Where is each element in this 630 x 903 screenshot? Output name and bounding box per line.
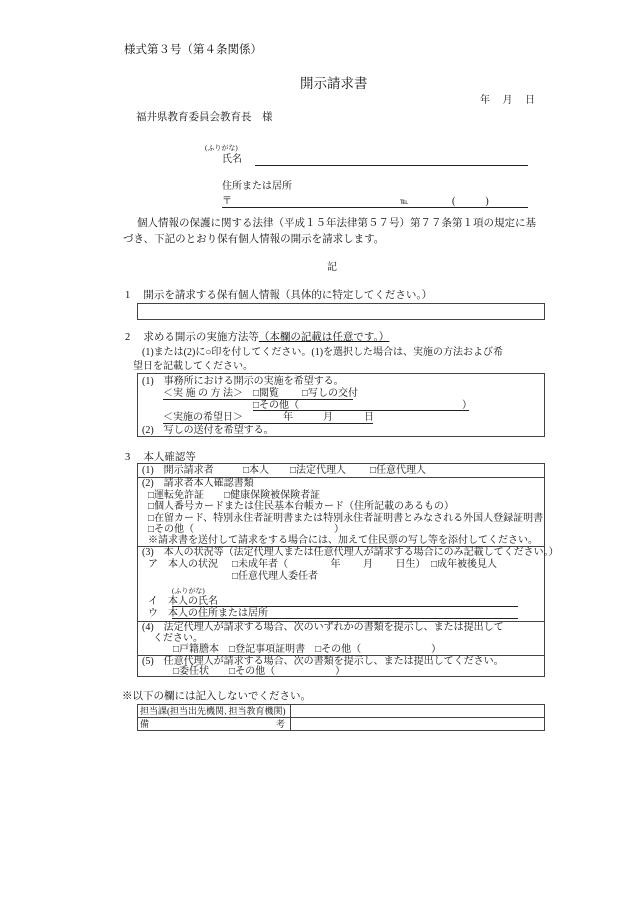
section2-instruction-1: (1)または(2)に○印を付してください。(1)を選択した場合は、実施の方法および希	[142, 347, 504, 358]
desired-day: 日	[364, 412, 374, 423]
requester-legal-checkbox[interactable]: □法定代理人	[290, 465, 347, 476]
desired-date-label: ＜実施の希望日＞	[163, 412, 243, 423]
address-label: 住所または居所	[222, 181, 292, 192]
postal-mark: 〒	[222, 196, 232, 207]
id-doc-option[interactable]: □個人番号カードまたは住民基本台帳カード（住所記載のあるもの）	[148, 501, 455, 512]
option1-label[interactable]: (1) 事務所における開示の実施を希望する。	[142, 376, 344, 387]
method-other-field[interactable]	[253, 410, 469, 411]
section1-heading: 1 開示を請求する保有個人情報（具体的に特定してください。）	[125, 290, 433, 301]
section2-instruction-2: 望日を記載してください。	[133, 361, 253, 372]
option2-label[interactable]: (2) 写しの送付を希望する。	[142, 425, 274, 436]
adult-ward-checkbox[interactable]: □成年被後見人	[431, 559, 498, 570]
id-doc-option[interactable]: □運転免許証 □健康保険被保険者証	[148, 489, 321, 501]
id-doc-option[interactable]: □在留カード、特別永住者証明書または特別永住者証明書とみなされる外国人登録証明書	[148, 512, 544, 524]
requester-label: (1) 開示請求者	[142, 465, 214, 476]
section2-title: 2 求める開示の実施方法等	[125, 332, 259, 343]
status-a-label: ア 本人の状況	[148, 559, 218, 570]
date-field[interactable]: 年 月 日	[480, 95, 535, 106]
desired-date-field[interactable]	[163, 423, 373, 424]
method-copy-checkbox[interactable]: □写しの交付	[302, 388, 359, 399]
id-docs-label: (2) 請求者本人確認書類	[142, 478, 254, 489]
office-remarks-label-b: 考	[276, 719, 286, 729]
ki-label: 記	[327, 262, 337, 273]
requester-self-checkbox[interactable]: □本人	[243, 465, 270, 476]
method-label: ＜実 施 の 方 法＞	[163, 388, 243, 399]
voluntary-docs-options[interactable]: □委任状 □その他（ ）	[173, 666, 346, 677]
legal-docs-options[interactable]: □戸籍謄本 □登記事項証明書 □その他（ ）	[173, 644, 442, 655]
id-doc-note: ※請求書を送付して請求をする場合には、加えて住民票の写し等を添付してください。	[148, 535, 538, 546]
office-remarks-label-a: 備	[140, 719, 150, 729]
id-doc-other[interactable]: □その他（ ）	[148, 524, 345, 535]
divider	[137, 717, 545, 718]
person-name-label: イ 本人の氏名	[148, 596, 218, 607]
method-other-close: ）	[462, 400, 472, 411]
legal-docs-label-2: ください。	[153, 633, 203, 644]
furigana-label: (ふりがな)	[205, 144, 238, 152]
desired-month: 月	[323, 412, 333, 423]
minor-checkbox[interactable]: □未成年者（ 年 月 日生）	[232, 559, 426, 570]
office-dept-label: 担当課(担当出先機関､担当教育機関)	[140, 706, 286, 716]
office-note: ※以下の欄には記入しないでください。	[122, 691, 311, 702]
form-number: 様式第３号（第４条関係）	[124, 44, 262, 56]
section2-heading	[125, 332, 389, 344]
requester-voluntary-checkbox[interactable]: □任意代理人	[370, 465, 427, 476]
tel-area-code: ( )	[452, 196, 489, 207]
legal-docs-label-1: (4) 法定代理人が請求する場合、次のいずれかの書類を提示し、または提出して	[142, 622, 504, 633]
voluntary-docs-label: (5) 任意代理人が請求する場合、次の書類を提示し、または提出してください。	[142, 656, 504, 667]
intro-line-2: づき、下記のとおり保有個人情報の開示を請求します。	[123, 234, 385, 245]
method-other-checkbox[interactable]: □その他（	[253, 400, 300, 411]
person-address-field[interactable]	[172, 618, 518, 619]
principal-checkbox[interactable]: □任意代理人委任者	[232, 571, 319, 582]
requested-info-field[interactable]	[137, 303, 545, 320]
divider	[290, 704, 291, 731]
tel-mark: ℡	[400, 197, 409, 206]
section3-heading: 3 本人確認等	[125, 452, 196, 463]
addressee: 福井県教育委員会教育長 様	[136, 112, 273, 123]
method-view-checkbox[interactable]: □閲覧	[253, 388, 280, 399]
intro-line-1: 個人情報の保護に関する法律（平成１５年法律第５７号）第７７条第１項の規定に基	[137, 218, 536, 229]
name-field[interactable]	[255, 165, 528, 166]
person-furigana-label: (ふりがな)	[172, 587, 205, 595]
person-status-label: (3) 本人の状況等（法定代理人または任意代理人が請求する場合にのみ記載してください。）	[142, 547, 559, 558]
document-title: 開示請求書	[300, 76, 368, 91]
person-address-label: ウ 本人の住所または居所	[148, 608, 268, 619]
desired-year: 年	[283, 412, 293, 423]
section2-note: （本欄の記載は任意です。）	[258, 332, 390, 343]
person-name-field[interactable]	[172, 606, 518, 607]
address-field[interactable]	[222, 207, 528, 208]
name-label: 氏名	[222, 154, 242, 165]
